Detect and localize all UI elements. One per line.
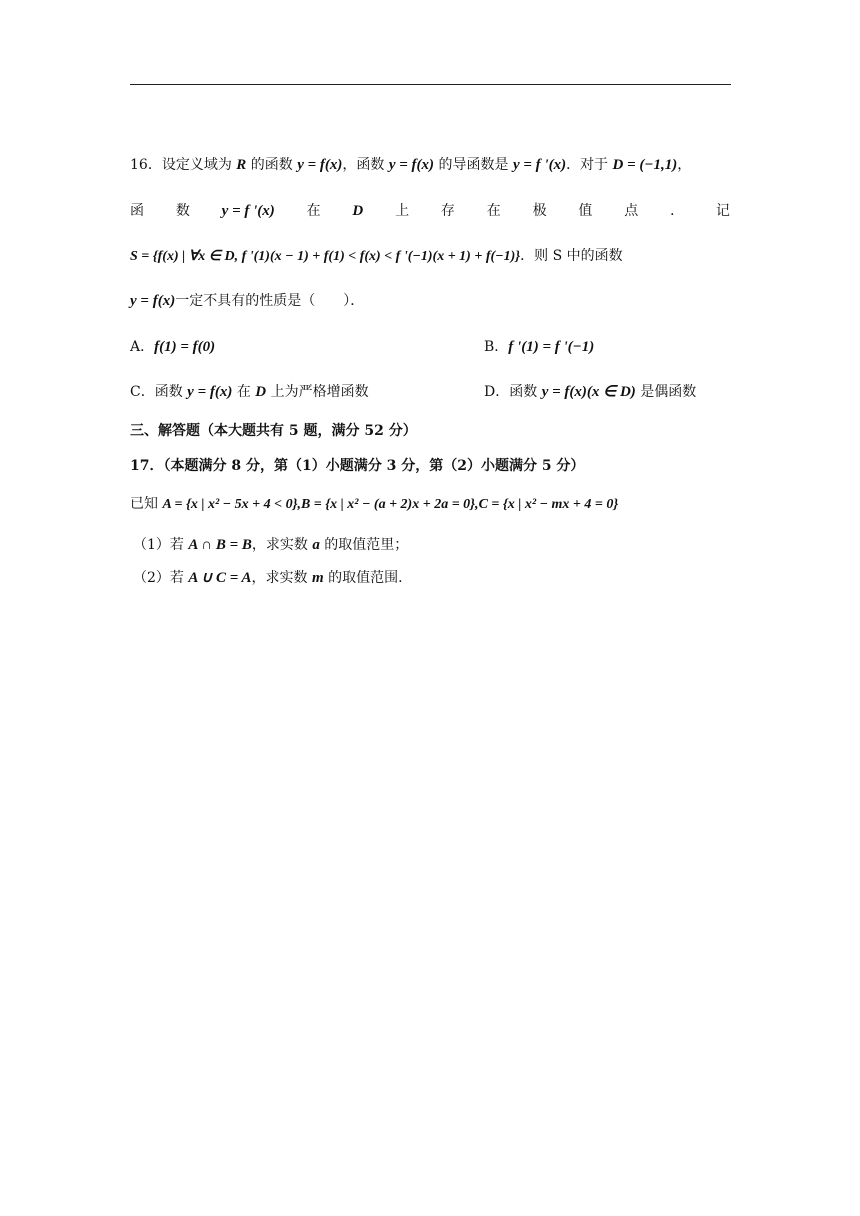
spread-char: 在 (486, 203, 501, 219)
q17-given (130, 494, 618, 515)
q17-part-2 (133, 568, 403, 588)
text-fragment: ，函数 (342, 157, 389, 173)
q16-line-4 (130, 291, 364, 311)
spread-char: 记 (715, 203, 730, 219)
text-fragment: 在 (232, 384, 256, 400)
text-fragment: 的取值范围. (323, 570, 403, 586)
spread-char: ． (670, 203, 685, 219)
text-fragment: 的取值范里； (319, 537, 409, 553)
text-fragment: ．则 S 中的函数 (520, 248, 623, 264)
text-fragment: ．对于 (566, 157, 613, 173)
option-label: C．函数 (130, 384, 188, 400)
math-variable: m (311, 570, 324, 586)
math-expression: A ∪ C = A (188, 570, 252, 586)
option-label: A． (130, 339, 155, 355)
option-b[interactable] (484, 337, 594, 357)
spread-char: 函 (130, 203, 144, 219)
set-S-definition: S = {f(x) | ∀x ∈ D, f '(1)(x − 1) + f(1) < f(x) < f '(−1)(x + 1) + f(−1)} (130, 249, 521, 264)
math-R: R (236, 157, 247, 173)
math-expression: y = f(x) (130, 293, 176, 309)
math-variable: a (312, 537, 320, 553)
math-D: D (255, 384, 267, 400)
q17-heading: 17．（本题满分 8 分，第（1）小题满分 3 分，第（2）小题满分 5 分） (130, 458, 585, 474)
text-fragment: 是偶函数 (635, 384, 697, 400)
math-expression: y = f(x) (388, 157, 435, 173)
math-expression: y = f '(x) (512, 157, 567, 173)
option-a[interactable] (130, 337, 215, 357)
set-B: B = {x | x² − (a + 2)x + 2a = 0}, (300, 497, 479, 512)
option-math: y = f(x) (187, 384, 233, 400)
option-c[interactable] (130, 382, 369, 402)
part-label: （1）若 (133, 537, 189, 553)
q16-line-1 (130, 155, 691, 175)
set-C: C = {x | x² − mx + 4 = 0} (478, 497, 619, 512)
text-fragment: 的函数 (246, 157, 298, 173)
option-label: D．函数 (484, 384, 542, 400)
section-heading: 三、解答题（本大题共有 5 题，满分 52 分） (130, 423, 417, 439)
text-fragment: 的导函数是 (434, 157, 513, 173)
q17-part-1 (133, 535, 408, 555)
q16-line-3 (130, 246, 623, 267)
text-fragment: ， (677, 157, 692, 173)
math-expression: y = f(x) (297, 157, 343, 173)
q16-number: 16．设定义域为 (130, 157, 237, 173)
part-label: （2）若 (133, 570, 189, 586)
set-A: A = {x | x² − 5x + 4 < 0}, (162, 497, 301, 512)
option-math: f(1) = f(0) (154, 339, 216, 355)
math-D: D (352, 203, 364, 219)
option-math: f '(1) = f '(−1) (508, 339, 595, 355)
text-fragment: ，求实数 (251, 537, 313, 553)
math-expression: y = f '(x) (221, 203, 275, 219)
spread-char: 值 (578, 203, 593, 219)
text-fragment: 上为严格增函数 (266, 384, 369, 400)
question-stem-end: 一定不具有的性质是（ ）． (175, 293, 365, 309)
text-fragment: 已知 (130, 496, 163, 512)
option-math: y = f(x)(x ∈ D) (541, 384, 636, 400)
option-d[interactable] (484, 382, 696, 402)
spread-char: 点 (624, 203, 639, 219)
option-label: B． (484, 339, 509, 355)
spread-char: 上 (395, 203, 410, 219)
spread-char: 在 (306, 203, 321, 219)
spread-char: 极 (532, 203, 547, 219)
math-expression: A ∩ B = B (188, 537, 252, 553)
q16-line-2 (130, 201, 730, 221)
math-expression: D = (−1,1) (612, 157, 678, 173)
header-rule (130, 84, 731, 85)
spread-char: 数 (175, 203, 190, 219)
text-fragment: ，求实数 (251, 570, 312, 586)
spread-char: 存 (440, 203, 455, 219)
